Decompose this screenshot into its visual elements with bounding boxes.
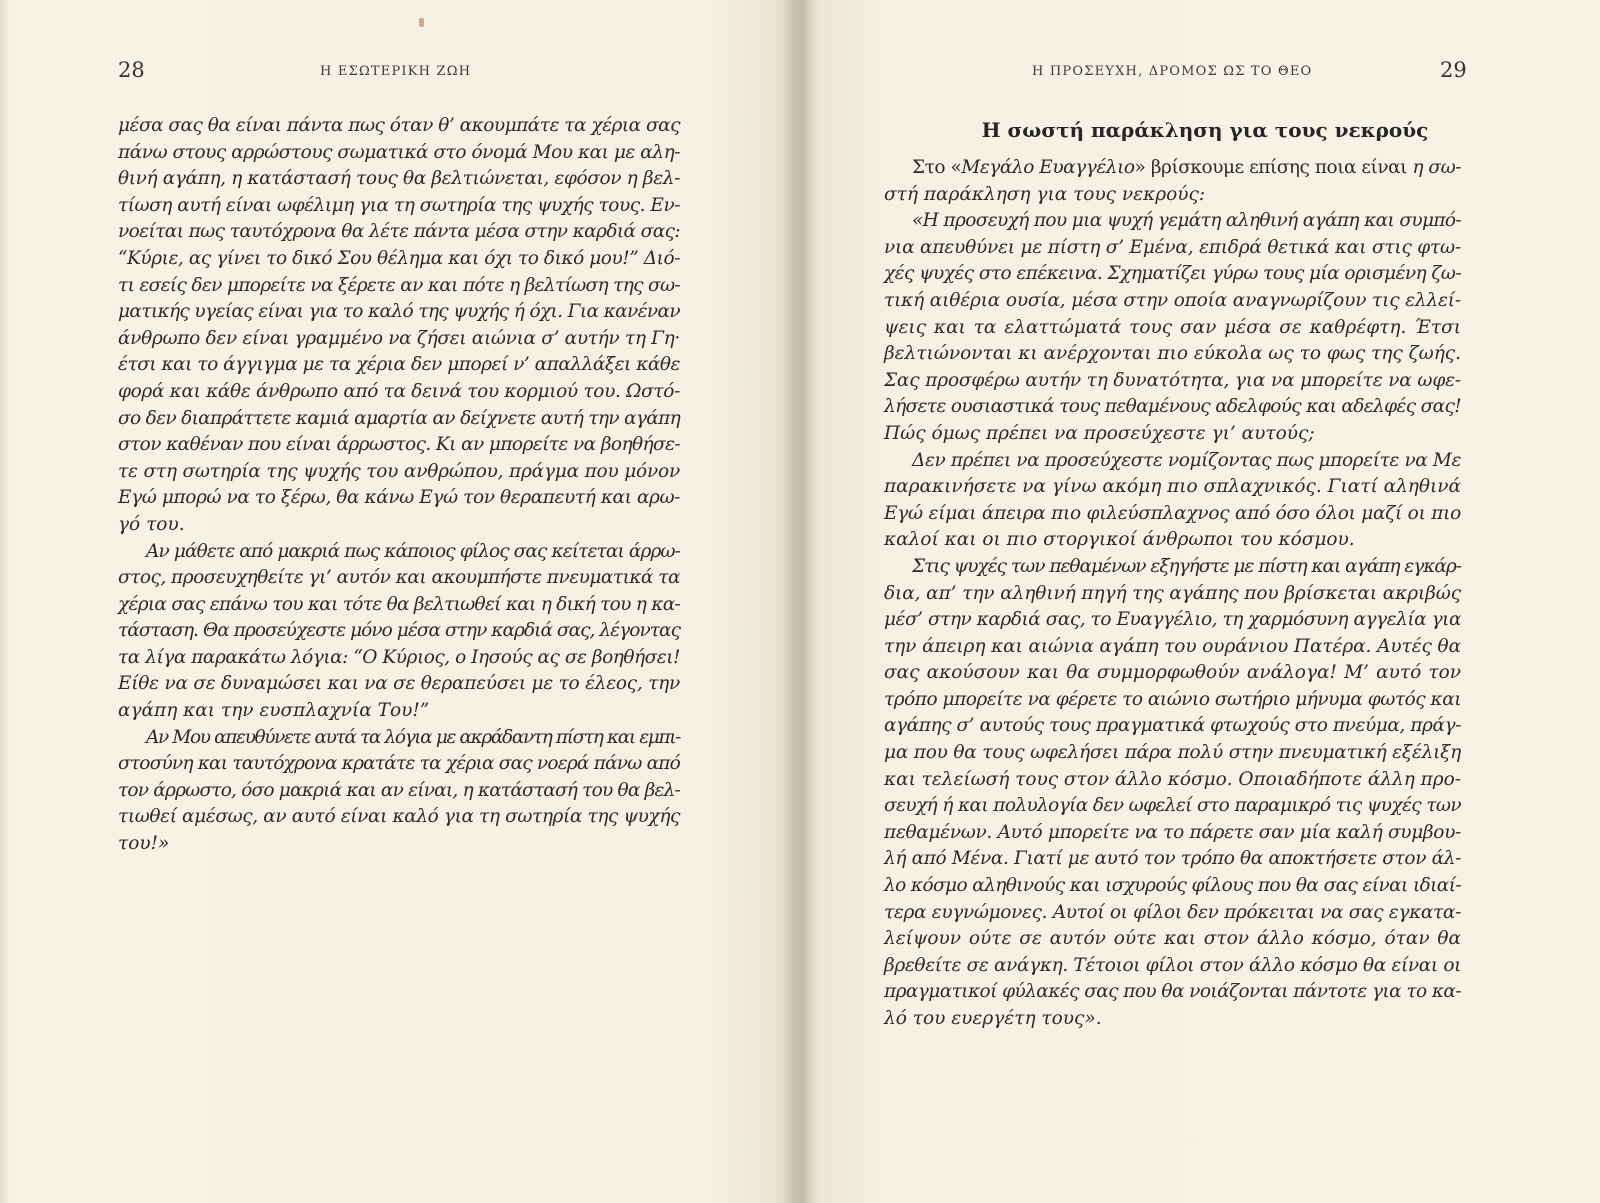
text-line: Αν Μου απευθύνετε αυτά τα λόγια με ακράδαντη πίστη και εμπι- (146, 726, 680, 748)
intro-book-title: Μεγάλο Ευαγγέλιο (961, 157, 1135, 178)
text-line: του!» (118, 833, 170, 855)
intro-line (884, 155, 1461, 182)
text-line: φορά και κάθε άνθρωπο από τα δεινά του κορμιού του. Ωστό- (118, 380, 680, 402)
text-line: ματικής υγείας είναι για το καλό της ψυχής ή όχι. Για κανέναν (118, 301, 680, 323)
text-line: Δεν πρέπει να προσεύχεστε νομίζοντας πως μπορείτε να Με (912, 449, 1461, 471)
text-line: λο κόσμο αληθινούς και ισχυρούς φίλους που θα σας είναι ιδιαί- (884, 875, 1461, 897)
text-line: και τελείωσή τους στον άλλο κόσμο. Οποιαδήποτε άλλη προ- (884, 768, 1461, 790)
text-line: Πώς όμως πρέπει να προσεύχεστε γι’ αυτούς; (884, 422, 1315, 444)
left-page-number: 28 (118, 58, 145, 82)
text-line: αγάπη και την ευσπλαχνία Του!” (118, 700, 430, 722)
text-line: σας ακούσουν και θα συμμορφωθούν ανάλογα! Μ’ αυτό τον (884, 662, 1461, 684)
text-line: την άπειρη και αιώνια αγάπη του ουράνιου Πατέρα. Αυτές θα (884, 635, 1461, 657)
text-line: παρακινήσετε να γίνω ακόμη πιο σπλαχνικός. Γιατί αληθινά (884, 476, 1461, 498)
left-running-head: Η ΕΣΩΤΕΡΙΚΗ ΖΩΗ (320, 64, 472, 79)
text-line: καλοί και οι πιο στοργικοί άνθρωποι του κόσμου. (884, 529, 1355, 551)
text-line: λό του ευεργέτη τους». (884, 1008, 1102, 1029)
text-line: λήσετε ουσιαστικά τους πεθαμένους αδελφούς και αδελφές σας! (884, 396, 1461, 418)
text-line: Εγώ είμαι άπειρα πιο φιλεύσπλαχνος από όσο όλοι μαζί οι πιο (884, 502, 1461, 524)
text-line: λή από Μένα. Γιατί με αυτό τον τρόπο θα αποκτήσετε στον άλ- (884, 848, 1461, 870)
text-line: τε στη σωτηρία της ψυχής του ανθρώπου, πράγμα που μόνον (118, 460, 681, 482)
intro-lead: Στο « (912, 157, 962, 178)
right-page (810, 0, 1600, 1203)
left-page (0, 0, 790, 1203)
left-body-text (118, 113, 680, 858)
text-line: τι εσείς δεν μπορείτε να ξέρετε αν και πότε η βελτίωση της σω- (118, 274, 680, 296)
text-line: βρεθείτε σε ανάγκη. Τέτοιοι φίλοι στον άλλο κόσμο θα είναι οι (884, 954, 1461, 976)
section-heading: Η σωστή παράκληση για τους νεκρούς (981, 118, 1429, 142)
text-line: χέρια σας επάνω του και τότε θα βελτιωθεί και η δική του η κα- (118, 593, 680, 615)
text-line: Στις ψυχές των πεθαμένων εξηγήστε με πίστη και αγάπη εγκάρ- (912, 555, 1461, 577)
text-line: βελτιώνονται κι ανέρχονται πιο εύκολα ως το φως της ζωής. (884, 343, 1461, 365)
text-line: Εγώ μπορώ να το ξέρω, θα κάνω Εγώ τον θεραπευτή και αρω- (118, 487, 680, 509)
text-line: Είθε να σε δυναμώσει και να σε θεραπεύσει με το έλεος, την (118, 673, 680, 695)
text-line: τάσταση. Θα προσεύχεστε μόνο μέσα στην καρδιά σας, λέγοντας (118, 620, 680, 642)
text-line: σευχή ή και πολυλογία δεν ωφελεί στο παραμικρό τις ψυχές των (884, 795, 1461, 817)
text-line: χές ψυχές στο επέκεινα. Σχηματίζει γύρω τους μία ορισμένη ζω- (884, 263, 1461, 285)
intro-mid: » βρίσκουμε επίσης ποια είναι (1134, 157, 1413, 178)
text-line: πραγματικοί φύλακές σας που θα νοιάζονται πάντοτε για το κα- (884, 981, 1461, 1003)
text-line: αγάπης σ’ αυτούς τους πραγματικά φτωχούς στο πνεύμα, πράγ- (884, 715, 1461, 737)
text-line: μέσα σας θα είναι πάντα πως όταν θ’ ακουμπάτε τα χέρια σας (118, 115, 680, 136)
text-line: στον καθέναν που είναι άρρωστος. Κι αν μπορείτε να βοηθήσε- (118, 434, 680, 456)
text-line: τερα ευγνώμονες. Αυτοί οι φίλοι δεν πρόκειται να σας εγκατα- (884, 901, 1461, 923)
text-line: νοείται πως ταυτόχρονα θα λέτε πάντα μέσα στην καρδιά σας: (118, 221, 680, 243)
text-line: τον άρρωστο, όσο μακριά και αν είναι, η κατάστασή του θα βελ- (118, 779, 680, 801)
text-line: τρόπο μπορείτε να φέρετε το αιώνιο σωτήριο μήνυμα φωτός και (884, 688, 1461, 710)
text-line: θινή αγάπη, η κατάστασή τους θα βελτιώνεται, εφόσον η βελ- (118, 168, 680, 190)
text-line: μέσ’ στην καρδιά σας, το Ευαγγέλιο, τη χαρμόσυνη αγγελία για (884, 609, 1461, 631)
text-line: άνθρωπο δεν είναι γραμμένο να ζήσει αιώνια σ’ αυτήν τη Γη· (118, 327, 680, 349)
right-body-text (884, 155, 1461, 1033)
text-line: Αν μάθετε από μακριά πως κάποιος φίλος σας κείτεται άρρω- (146, 540, 680, 562)
text-line: γό του. (118, 513, 185, 535)
right-running-head: Η ΠΡΟΣΕΥΧΗ, ΔΡΟΜΟΣ ΩΣ ΤΟ ΘΕΟ (1032, 64, 1313, 79)
text-line: δια, απ’ την αληθινή πηγή της αγάπης που βρίσκεται ακριβώς (884, 582, 1461, 604)
text-line: στος, προσευχηθείτε γι’ αυτόν και ακουμπήστε πνευματικά τα (118, 567, 680, 589)
text-line: μα που θα τους ωφελήσει πάρα πολύ στην πνευματική εξέλιξη (884, 742, 1461, 764)
text-line: σο δεν διαπράττετε καμιά αμαρτία αν δείχνετε αυτή την αγάπη (118, 407, 680, 429)
ink-stain (419, 18, 424, 27)
text-line: στή παράκληση για τους νεκρούς: (884, 183, 1206, 205)
text-line: τιωθεί αμέσως, αν αυτό είναι καλό για τη σωτηρία της ψυχής (118, 806, 680, 828)
text-line: «Η προσευχή που μια ψυχή γεμάτη αληθινή αγάπη και συμπό- (912, 210, 1461, 232)
text-line: έτσι και το άγγιγμα με τα χέρια δεν μπορεί ν’ απαλλάξει κάθε (118, 354, 680, 376)
text-line: στοσύνη και ταυτόχρονα κρατάτε τα χέρια σας νοερά πάνω από (118, 753, 680, 775)
right-page-number: 29 (1440, 58, 1467, 82)
text-line: τα λίγα παρακάτω λόγια: “Ο Κύριος, ο Ιησούς ας σε βοηθήσει! (118, 646, 680, 668)
text-line: νια απευθύνει με πίστη σ’ Εμένα, επιδρά θετικά και στις φτω- (884, 236, 1461, 258)
text-line: πεθαμένων. Αυτό μπορείτε να το πάρετε σαν μία καλή συμβου- (884, 821, 1461, 843)
text-line: τίωση αυτή είναι ωφέλιμη για τη σωτηρία της ψυχής τους. Εν- (118, 194, 680, 216)
text-line: τική αιθέρια ουσία, μέσα στην οποία αναγνωρίζουν τις ελλεί- (884, 289, 1461, 311)
text-line: “Κύριε, ας γίνει το δικό Σου θέλημα και όχι το δικό μου!” Διό- (118, 247, 680, 269)
text-line: πάνω στους αρρώστους σωματικά στο όνομά Μου και με αλη- (118, 141, 681, 163)
text-line: Σας προσφέρω αυτήν τη δυνατότητα, για να μπορείτε να ωφε- (884, 369, 1461, 391)
intro-tail: η σω- (1412, 157, 1462, 178)
text-line: ψεις και τα ελαττώματά τους σαν μέσα σε καθρέφτη. Έτσι (884, 316, 1461, 338)
text-line: λείψουν ούτε σε αυτόν ούτε και στον άλλο κόσμο, όταν θα (884, 928, 1461, 950)
